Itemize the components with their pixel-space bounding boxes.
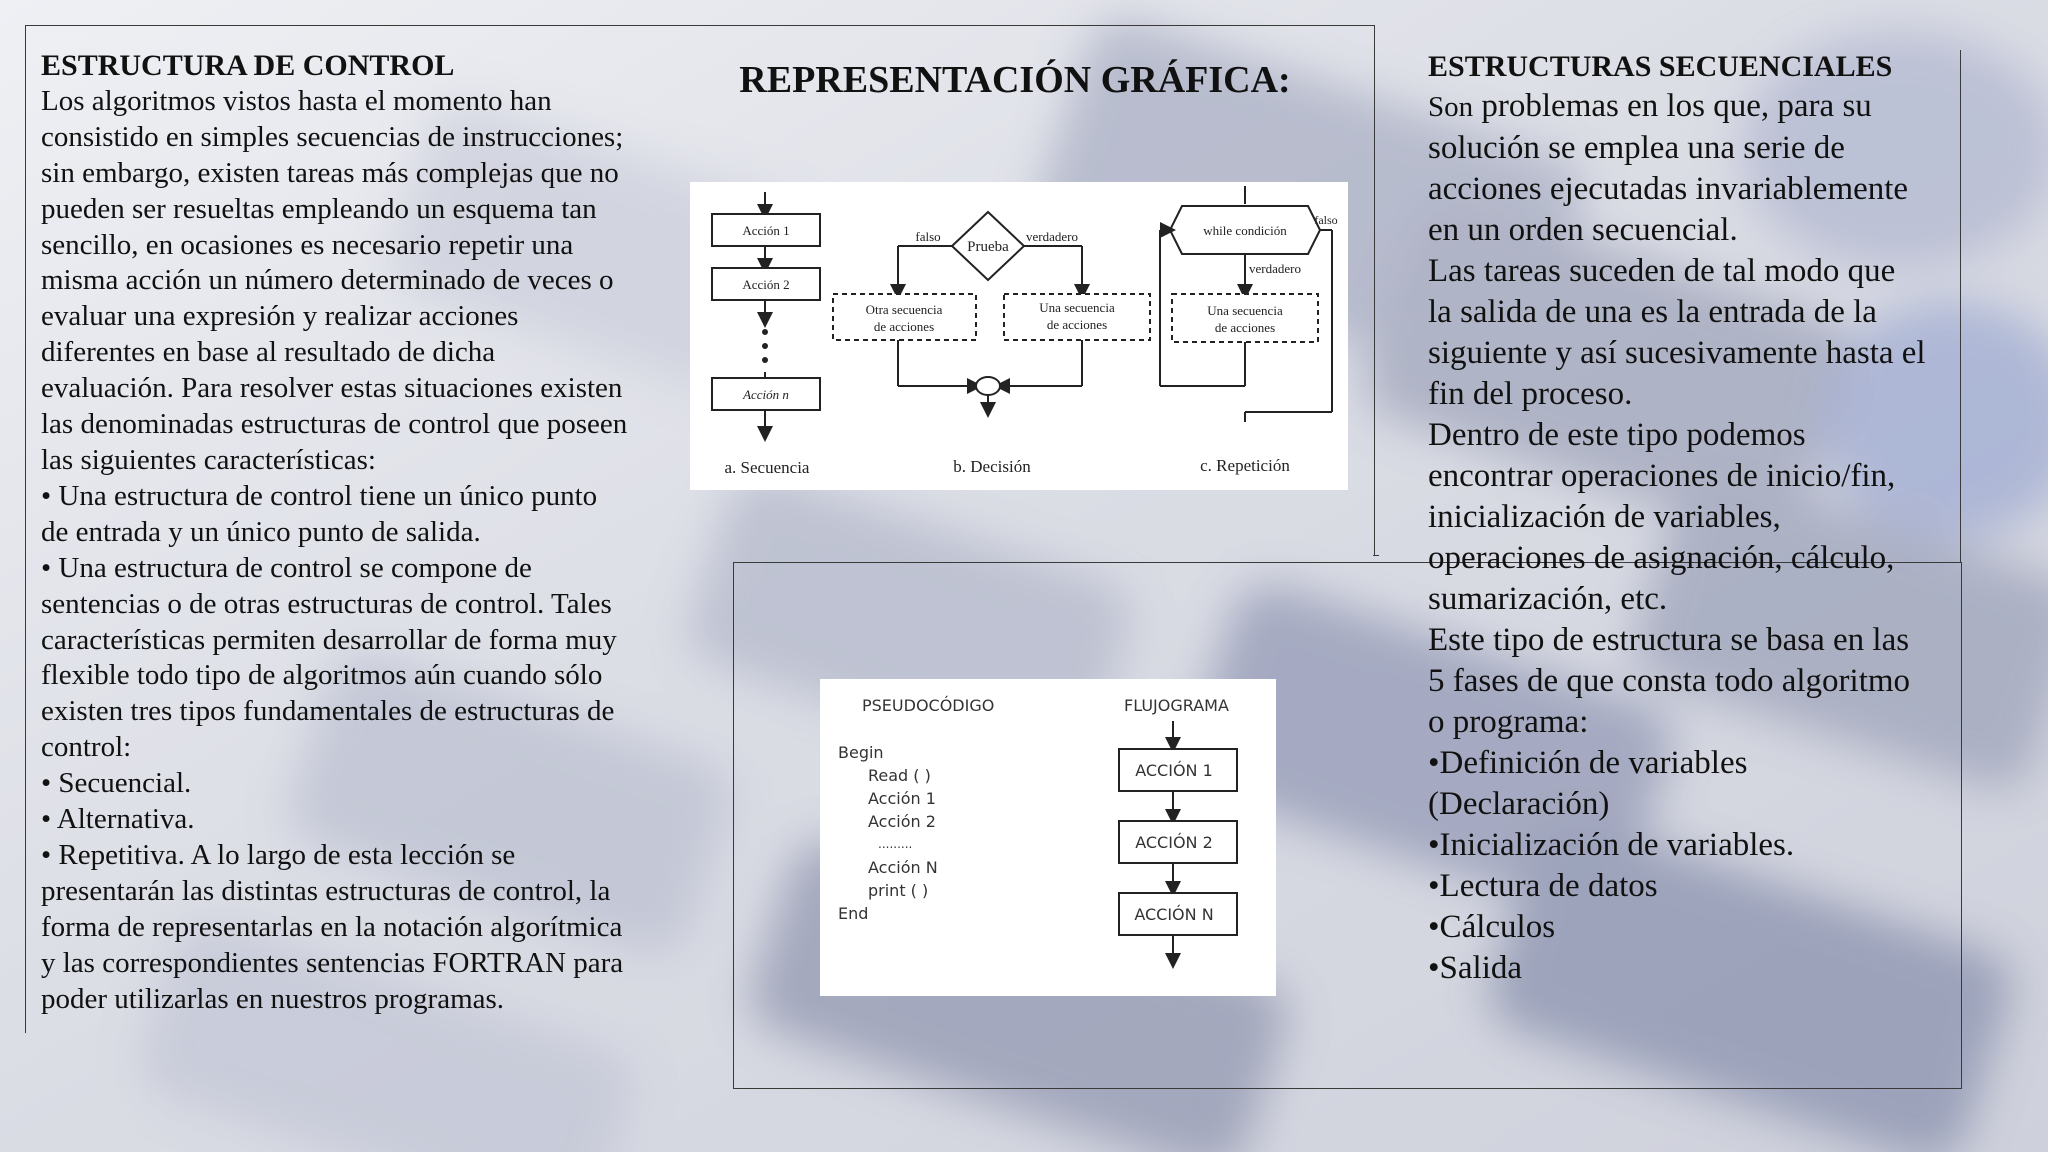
left-text-line: evaluación. Para resolver estas situaciones existen (41, 372, 623, 405)
center-title: REPRESENTACIÓN GRÁFICA: (739, 59, 1291, 101)
falso-label: falso (915, 229, 941, 244)
flow-header: FLUJOGRAMA (1124, 696, 1229, 715)
flow-box-1: ACCIÓN 1 (1135, 761, 1213, 780)
left-text-line: diferentes en base al resultado de dicha (41, 336, 496, 369)
left-text-line: características permiten desarrollar de forma muy (41, 623, 617, 656)
right-text-line: •Salida (1428, 950, 1523, 986)
right-first-word: Son (1428, 91, 1474, 123)
left-text-line: • Repetitiva. A lo largo de esta lección se (41, 838, 516, 871)
left-body (41, 84, 661, 1018)
while-label: while condición (1203, 223, 1287, 238)
right-column (1428, 48, 1958, 989)
otra-secuencia-2: de acciones (873, 319, 935, 334)
right-title: ESTRUCTURAS SECUENCIALES (1428, 50, 1893, 83)
code-line-read: Read ( ) (868, 766, 931, 785)
left-text-line: existen tres tipos fundamentales de estructuras de (41, 695, 615, 728)
left-text-line: • Una estructura de control tiene un único punto (41, 479, 598, 512)
left-text-line: poder utilizarlas en nuestros programas. (41, 982, 505, 1015)
right-text-line: siguiente y así sucesivamente hasta el (1428, 335, 1926, 371)
una-secuencia-2: de acciones (1046, 317, 1108, 332)
right-text-line: (Declaración) (1428, 786, 1610, 822)
left-text-line: consistido en simples secuencias de instrucciones; (41, 120, 624, 153)
left-text-line: • Alternativa. (41, 803, 195, 836)
una-secuencia-1: Una secuencia (1039, 300, 1115, 315)
code-line-print: print ( ) (868, 881, 929, 900)
left-text-line: pueden ser resueltas empleando un esquema tan (41, 192, 597, 225)
left-text-line: evaluar una expresión y realizar acciones (41, 300, 519, 333)
right-text-line: solución se emplea una serie de (1428, 130, 1845, 166)
code-line-accionN: Acción N (868, 858, 938, 877)
left-text-line: las denominadas estructuras de control que poseen (41, 408, 628, 441)
left-text-line: flexible todo tipo de algoritmos aún cuando sólo (41, 659, 603, 692)
left-text-line: • Secuencial. (41, 767, 192, 800)
verdadero2-label: verdadero (1249, 261, 1301, 276)
falso2-label: falso (1314, 213, 1338, 227)
right-text-line: en un orden secuencial. (1428, 212, 1738, 248)
left-text-line: y las correspondientes sentencias FORTRAN para (41, 946, 624, 979)
pseudo-header: PSEUDOCÓDIGO (862, 696, 995, 715)
otra-secuencia-1: Otra secuencia (865, 302, 943, 317)
left-text-line: sencillo, en ocasiones es necesario repetir una (41, 228, 574, 261)
accion-n-label: Acción n (743, 387, 789, 402)
right-text-line: fin del proceso. (1428, 376, 1633, 412)
left-text-line: sin embargo, existen tareas más complejas que no (41, 156, 619, 189)
label-decision: b. Decisión (953, 457, 1031, 476)
code-line-dots: ......... (878, 837, 913, 851)
label-secuencia: a. Secuencia (724, 458, 810, 477)
right-text-line: •Lectura de datos (1428, 868, 1658, 904)
left-text-line: misma acción un número determinado de veces o (41, 264, 614, 297)
control-structures-diagram (690, 182, 1348, 490)
flow-box-n: ACCIÓN N (1134, 905, 1214, 924)
code-line-end: End (838, 904, 869, 923)
right-text-line: 5 fases de que consta todo algoritmo (1428, 663, 1911, 699)
code-line-accion1: Acción 1 (868, 789, 936, 808)
flow-box-2: ACCIÓN 2 (1135, 833, 1213, 852)
pseudocode-flowchart-diagram (820, 679, 1276, 996)
left-frame-bottom-edge (1373, 555, 1379, 556)
left-text-line: sentencias o de otras estructuras de control. Tales (41, 587, 612, 620)
right-text-line: Este tipo de estructura se basa en las (1428, 622, 1910, 658)
left-text-line: presentarán las distintas estructuras de control, la (41, 874, 611, 907)
left-text-line: Los algoritmos vistos hasta el momento han (41, 84, 552, 117)
code-line-begin: Begin (838, 743, 884, 762)
right-frame-upper (1960, 50, 1961, 562)
right-text-line: sumarización, etc. (1428, 581, 1668, 617)
accion-1-label: Acción 1 (742, 223, 790, 238)
right-text-line: •Cálculos (1428, 909, 1556, 945)
rep-secuencia-1: Una secuencia (1207, 303, 1283, 318)
right-text-line: acciones ejecutadas invariablemente (1428, 171, 1909, 207)
left-text-line: las siguientes características: (41, 443, 376, 476)
verdadero-label: verdadero (1026, 229, 1078, 244)
right-text-line: •Definición de variables (1428, 745, 1748, 781)
right-text-line: •Inicialización de variables. (1428, 827, 1795, 863)
left-text-line: forma de representarlas en la notación algorítmica (41, 910, 623, 943)
right-text-line: Las tareas suceden de tal modo que (1428, 253, 1896, 289)
left-text-line: control: (41, 731, 132, 764)
prueba-label: Prueba (967, 239, 1009, 255)
right-text-line: o programa: (1428, 704, 1589, 740)
rep-secuencia-2: de acciones (1214, 320, 1276, 335)
right-text-line: la salida de una es la entrada de la (1428, 294, 1877, 330)
right-text-line: inicialización de variables, (1428, 499, 1781, 535)
accion-2-label: Acción 2 (742, 277, 790, 292)
left-text-line: de entrada y un único punto de salida. (41, 515, 481, 548)
left-frame-side (25, 25, 26, 1033)
label-repeticion: c. Repetición (1200, 456, 1290, 475)
right-body (1428, 128, 1958, 989)
right-first-rest: problemas en los que, para su (1473, 88, 1872, 124)
right-text-line: Dentro de este tipo podemos (1428, 417, 1806, 453)
left-column (41, 48, 661, 1017)
code-line-accion2: Acción 2 (868, 812, 936, 831)
left-title: ESTRUCTURA DE CONTROL (41, 49, 455, 82)
right-first-line (1428, 86, 1958, 128)
left-text-line: • Una estructura de control se compone de (41, 551, 532, 584)
right-text-line: encontrar operaciones de inicio/fin, (1428, 458, 1896, 494)
right-text-line: operaciones de asignación, cálculo, (1428, 540, 1895, 576)
